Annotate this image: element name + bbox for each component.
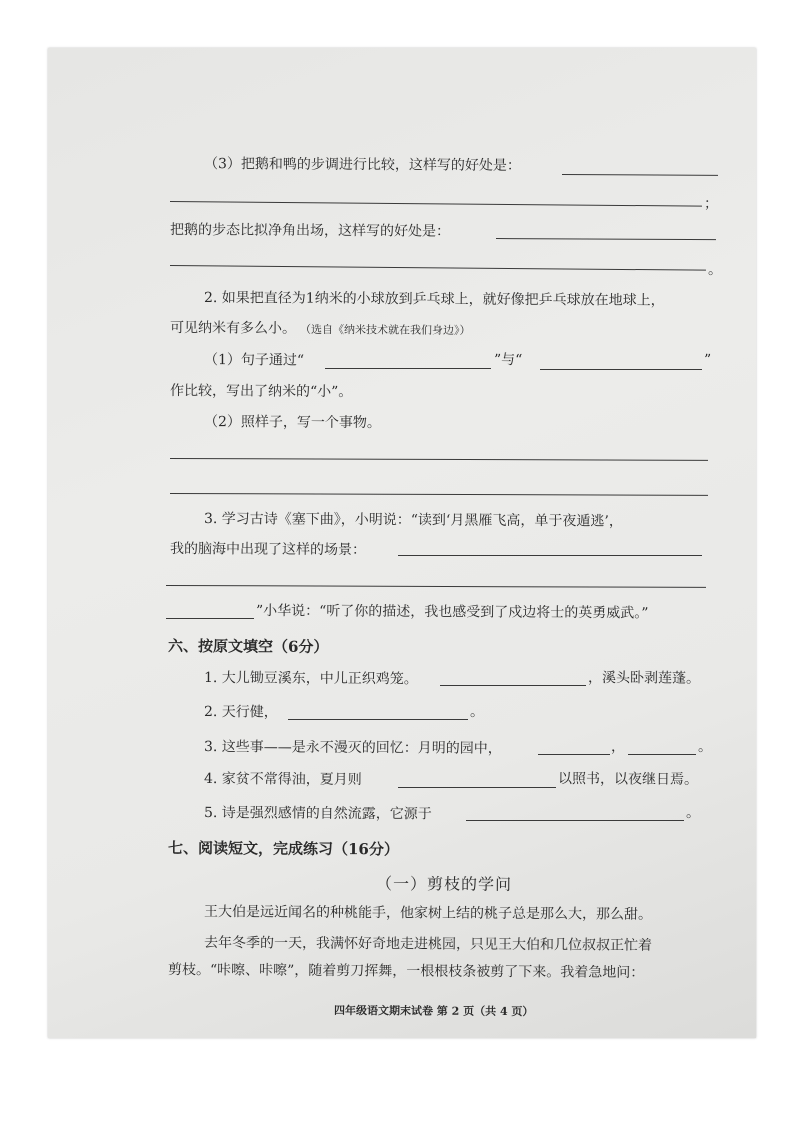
- answer-blank[interactable]: [288, 719, 468, 720]
- sub-question-2: （2）照样子，写一个事物。: [203, 414, 381, 432]
- section-7-title: 七、阅读短文，完成练习（16分）: [167, 839, 399, 859]
- answer-line[interactable]: [166, 618, 254, 619]
- fill-item-2-a: 2. 天行健，: [203, 704, 278, 721]
- question-2-line-1: 2. 如果把直径为1纳米的小球放到乒乓球上，就好像把乒乓球放在地球上，: [203, 290, 665, 309]
- answer-blank[interactable]: [325, 368, 491, 369]
- exam-page: [48, 48, 756, 1038]
- sub-question-1-a: （1）句子通过“: [203, 352, 305, 369]
- answer-blank[interactable]: [628, 754, 696, 755]
- question-3-prompt-2: 把鹅的步态比拟净角出场，这样写的好处是：: [169, 222, 451, 240]
- fill-item-5-b: 。: [685, 805, 701, 822]
- answer-line[interactable]: [562, 174, 718, 176]
- semicolon: ；: [703, 196, 719, 213]
- answer-blank[interactable]: [538, 754, 610, 755]
- page-footer: 四年级语文期末试卷 第 2 页（共 4 页）: [333, 1004, 534, 1019]
- question-3b-line-3: ”小华说：“听了你的描述，我也感受到了戍边将士的英勇威武。”: [255, 603, 649, 622]
- fill-item-4-a: 4. 家贫不常得油，夏月则: [203, 771, 362, 788]
- answer-line[interactable]: [166, 585, 706, 588]
- question-2-line-2: 可见纳米有多么小。: [169, 320, 297, 337]
- answer-line[interactable]: [170, 458, 708, 461]
- fill-item-2-b: 。: [469, 704, 485, 721]
- answer-blank[interactable]: [398, 787, 556, 788]
- fill-item-3-c: 。: [697, 739, 713, 756]
- sub-question-1-line-2: 作比较，写出了纳米的“小”。: [169, 383, 353, 401]
- answer-blank[interactable]: [440, 685, 586, 686]
- sub-question-1-b: ”与“: [493, 352, 523, 369]
- passage-title: （一）剪枝的学问: [375, 874, 513, 894]
- fill-item-3-a: 3. 这些事——是永不漫灭的回忆：月明的园中，: [203, 739, 502, 757]
- answer-line[interactable]: [170, 201, 702, 207]
- answer-line[interactable]: [496, 238, 716, 240]
- sub-question-1-c: ”: [703, 352, 712, 369]
- answer-line[interactable]: [170, 493, 708, 496]
- answer-line[interactable]: [170, 265, 706, 271]
- passage-paragraph-2: 去年冬季的一天，我满怀好奇地走进桃园，只见王大伯和几位叔叔正忙着: [203, 935, 653, 954]
- answer-blank[interactable]: [466, 820, 684, 821]
- passage-paragraph-1: 王大伯是远近闻名的种桃能手，他家树上结的桃子总是那么大，那么甜。: [203, 904, 653, 923]
- question-3b-line-2: 我的脑海中出现了这样的场景：: [169, 541, 367, 559]
- answer-line[interactable]: [398, 555, 702, 556]
- answer-blank[interactable]: [540, 369, 702, 370]
- fill-item-1-b: ，溪头卧剥莲蓬。: [587, 670, 701, 687]
- question-2-source: （选自《纳米技术就在我们身边》）: [299, 323, 471, 338]
- section-6-title: 六、按原文填空（6分）: [167, 637, 329, 656]
- passage-paragraph-2-cont: 剪枝。“咔嚓、咔嚓”，随着剪刀挥舞，一根根枝条被剪了下来。我着急地问：: [167, 962, 645, 981]
- fill-item-3-b: ，: [610, 739, 626, 756]
- question-3-prompt: （3）把鹅和鸭的步调进行比较，这样写的好处是：: [203, 156, 521, 174]
- fill-item-5-a: 5. 诗是强烈感情的自然流露，它源于: [203, 805, 432, 823]
- fill-item-4-b: 以照书，以夜继日焉。: [557, 771, 699, 788]
- fill-item-1-a: 1. 大儿锄豆溪东，中儿正织鸡笼。: [203, 670, 418, 688]
- question-3b-line-1: 3. 学习古诗《塞下曲》，小明说：“读到‘月黑雁飞高，单于夜遁逃’，: [203, 511, 623, 530]
- period: 。: [707, 262, 723, 279]
